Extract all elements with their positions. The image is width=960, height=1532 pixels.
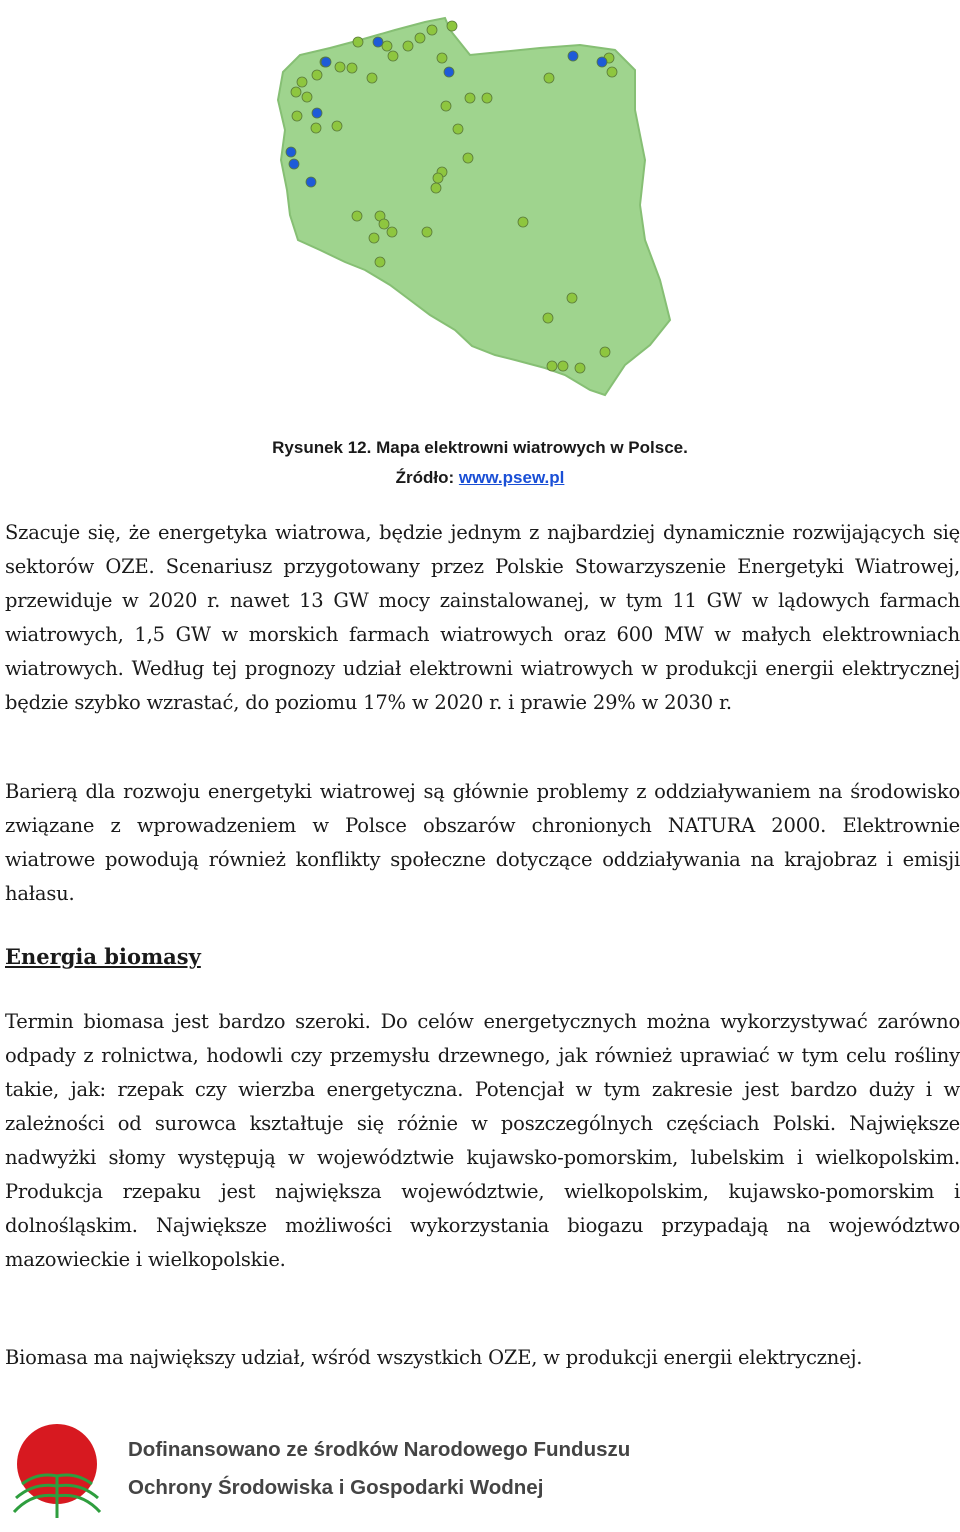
paragraph-biomass-share: Biomasa ma największy udział, wśród wszystkich OZE, w produkcji energii elektrycznej. xyxy=(5,1346,863,1369)
wind-farm-marker-green xyxy=(547,361,557,371)
wind-farm-marker-blue xyxy=(286,147,296,157)
source-link[interactable]: www.psew.pl xyxy=(458,468,565,487)
wind-farm-marker-green xyxy=(332,121,342,131)
wind-farm-marker-green xyxy=(600,347,610,357)
wind-farm-marker-green xyxy=(543,313,553,323)
wind-farm-marker-green xyxy=(441,101,451,111)
wind-farm-marker-blue xyxy=(373,37,383,47)
wind-farm-map xyxy=(250,0,720,420)
wind-farm-marker-green xyxy=(387,227,397,237)
wind-farm-marker-green xyxy=(388,51,398,61)
figure-source xyxy=(0,468,960,488)
footer-funding-line-2: Ochrony Środowiska i Gospodarki Wodnej xyxy=(128,1476,544,1499)
wind-farm-marker-green xyxy=(292,111,302,121)
wind-farm-marker-green xyxy=(335,62,345,72)
paragraph-wind-barriers: Barierą dla rozwoju energetyki wiatrowej są głównie problemy z oddziaływaniem na środowisko związane z wprowadzeniem w Polsce obszarów chronionych NATURA 2000. Elektrownie wiatrowe powodują również konflikty społeczne dotyczące oddziaływania na krajobraz i emisji hałasu. xyxy=(5,780,960,905)
wind-farm-marker-blue xyxy=(306,177,316,187)
wind-farm-marker-blue xyxy=(444,67,454,77)
wind-farm-marker-green xyxy=(311,123,321,133)
wind-farm-marker-blue xyxy=(289,159,299,169)
wind-farm-marker-blue xyxy=(312,108,322,118)
wind-farm-marker-green xyxy=(297,77,307,87)
footer-funding-line-1: Dofinansowano ze środków Narodowego Funduszu xyxy=(128,1438,631,1461)
wind-farm-marker-blue xyxy=(568,51,578,61)
wind-farm-marker-green xyxy=(567,293,577,303)
wind-farm-marker-green xyxy=(427,25,437,35)
wind-farm-marker-green xyxy=(575,363,585,373)
wind-farm-marker-green xyxy=(291,87,301,97)
paragraph-biomass: Termin biomasa jest bardzo szeroki. Do celów energetycznych można wykorzystywać zarówno odpady z rolnictwa, hodowli czy przemysłu drzewnego, jak również uprawiać w tym celu rośliny takie, jak: rzepak czy wierzba energetyczna. Potencjał w tym zakresie jest bardzo duży i w zależności od surowca kształtuje się różnie w poszczególnych częściach Polski. Największe nadwyżki słomy występują w województwie kujawsko-pomorskim, lubelskim i wielkopolskim. Produkcja rzepaku jest największa województwie, wielkopolskim, kujawsko-pomorskim i dolnośląskim. Największe możliwości wykorzystania biogazu przypadają na województwo mazowieckie i wielkopolskie. xyxy=(5,1010,960,1271)
nfosigw-logo xyxy=(8,1420,106,1520)
wind-farm-marker-green xyxy=(312,70,322,80)
wind-farm-marker-green xyxy=(352,211,362,221)
wind-farm-marker-green xyxy=(518,217,528,227)
wind-farm-marker-green xyxy=(353,37,363,47)
wind-farm-marker-blue xyxy=(321,57,331,67)
wind-farm-marker-green xyxy=(437,53,447,63)
wind-farm-marker-green xyxy=(463,153,473,163)
wind-farm-marker-green xyxy=(453,124,463,134)
section-heading-biomass: Energia biomasy xyxy=(5,944,201,969)
wind-farm-marker-green xyxy=(482,93,492,103)
wind-farm-marker-green xyxy=(347,63,357,73)
figure-caption: Rysunek 12. Mapa elektrowni wiatrowych w Polsce. xyxy=(272,438,688,457)
funding-footer xyxy=(0,1412,960,1532)
wind-farm-marker-green xyxy=(544,73,554,83)
wind-farm-marker-green xyxy=(607,67,617,77)
wind-farm-marker-green xyxy=(403,41,413,51)
wind-farm-marker-green xyxy=(433,173,443,183)
wind-farm-marker-green xyxy=(302,92,312,102)
wind-farm-marker-green xyxy=(379,219,389,229)
wind-farm-marker-green xyxy=(369,233,379,243)
wind-farm-marker-blue xyxy=(597,57,607,67)
wind-farm-marker-green xyxy=(447,21,457,31)
wind-farm-marker-green xyxy=(465,93,475,103)
wind-farm-marker-green xyxy=(558,361,568,371)
wind-farm-marker-green xyxy=(415,33,425,43)
wind-farm-marker-green xyxy=(375,257,385,267)
wind-farm-marker-green xyxy=(422,227,432,237)
wind-farm-marker-green xyxy=(367,73,377,83)
source-label: Źródło: xyxy=(395,468,459,487)
wind-farm-marker-green xyxy=(382,41,392,51)
wind-farm-marker-green xyxy=(431,183,441,193)
paragraph-wind-energy: Szacuje się, że energetyka wiatrowa, będzie jednym z najbardziej dynamicznie rozwijających się sektorów OZE. Scenariusz przygotowany przez Polskie Stowarzyszenie Energetyki Wiatrowej, przewiduje w 2020 r. nawet 13 GW mocy zainstalowanej, w tym 11 GW w lądowych farmach wiatrowych, 1,5 GW w morskich farmach wiatrowych oraz 600 MW w małych elektrowniach wiatrowych. Według tej prognozy udział elektrowni wiatrowych w produkcji energii elektrycznej będzie szybko wzrastać, do poziomu 17% w 2020 r. i prawie 29% w 2030 r. xyxy=(5,521,960,714)
